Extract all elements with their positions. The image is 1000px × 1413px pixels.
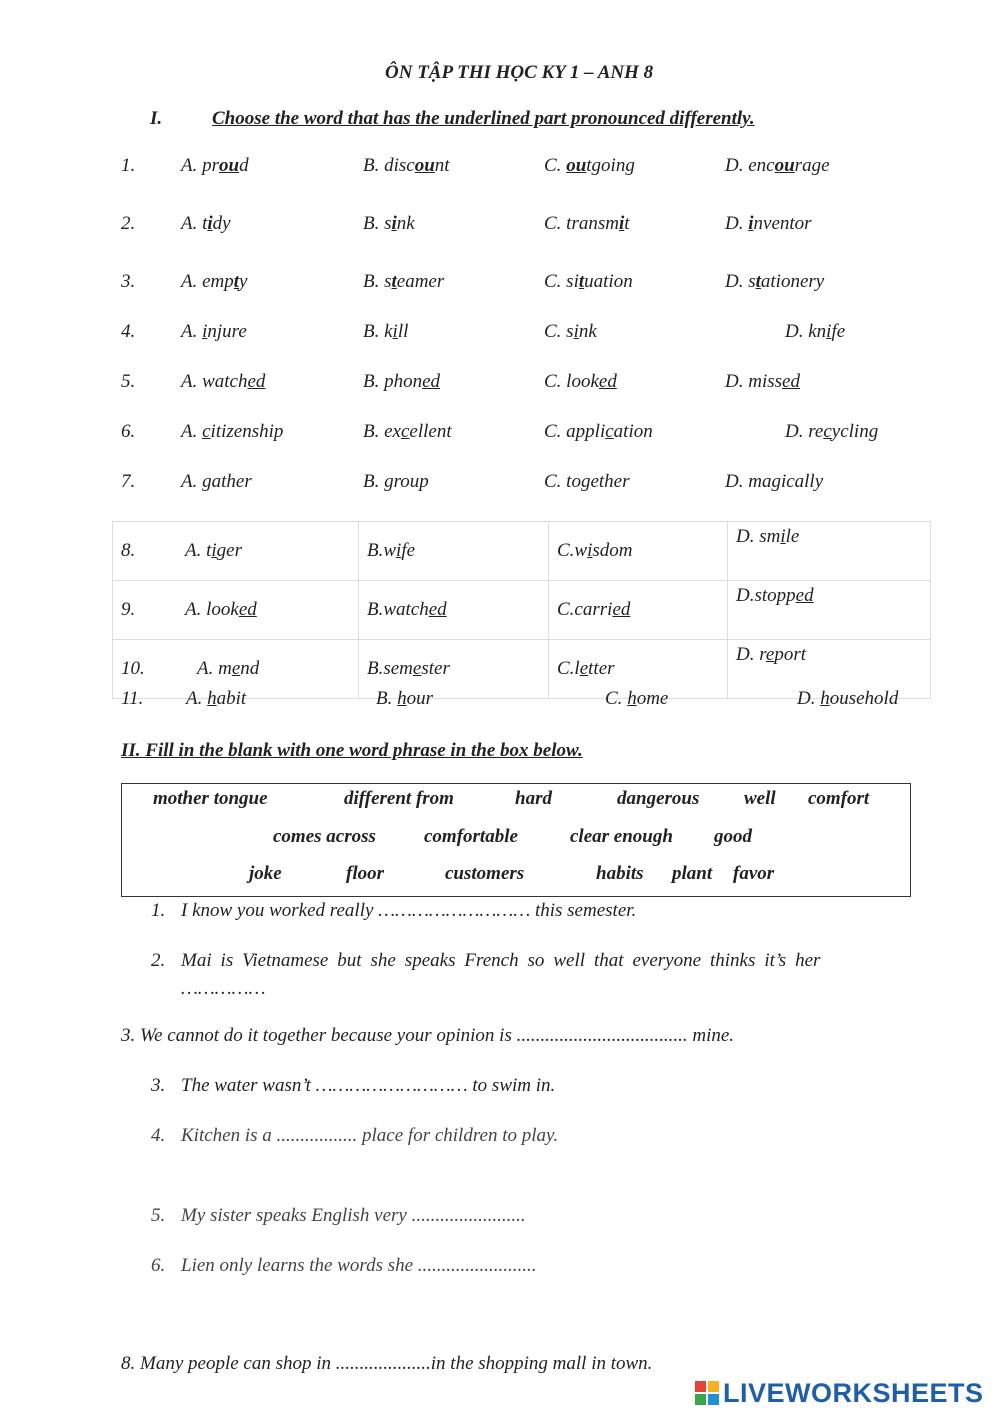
underlined-part: i: [391, 213, 397, 234]
liveworksheets-logo: [695, 1378, 984, 1408]
answer-option: [725, 155, 830, 177]
section1-number: I.: [150, 108, 163, 129]
word-box-item: comes across: [273, 826, 376, 847]
answer-option: [363, 271, 444, 293]
answer-option: [736, 644, 806, 665]
option-text: nt: [434, 155, 450, 176]
option-text: B.w: [367, 540, 397, 561]
question-number: 3.: [121, 271, 136, 292]
underlined-part: i: [573, 321, 579, 342]
option-text: C.carri: [557, 599, 613, 620]
answer-option: [544, 271, 633, 293]
underlined-part: c: [202, 421, 211, 442]
underlined-part: ed: [782, 371, 800, 392]
answer-option: [363, 421, 452, 443]
answer-option: [557, 658, 615, 679]
answer-option: [544, 321, 597, 343]
answer-option: [785, 421, 878, 443]
question-row: [121, 421, 921, 447]
option-text: B.watch: [367, 599, 429, 620]
option-text: ycling: [831, 421, 879, 442]
option-text: nk: [578, 321, 597, 342]
answer-option: [557, 540, 633, 561]
table-cell: [728, 522, 931, 581]
answer-option: [181, 213, 231, 235]
table-row: [113, 581, 931, 640]
answer-option: [725, 213, 812, 235]
underlined-part: ed: [795, 585, 814, 606]
question-row: [121, 471, 921, 497]
answer-option: [363, 155, 450, 177]
answer-option: [785, 321, 845, 343]
table-cell: [113, 522, 359, 581]
underlined-part: i: [202, 321, 208, 342]
answer-option: [181, 471, 252, 493]
answer-option: [181, 421, 283, 443]
word-box-item: hard: [515, 788, 552, 809]
option-text: D. re: [785, 421, 824, 442]
option-text: eamer: [396, 271, 445, 292]
underlined-part: i: [392, 321, 398, 342]
answer-option: [197, 658, 259, 679]
option-text: D. r: [736, 644, 766, 665]
answer-option: [557, 599, 630, 620]
option-text: A. t: [185, 540, 212, 561]
option-text: fe: [401, 540, 416, 561]
word-box-item: different from: [344, 788, 454, 809]
option-text: C. appli: [544, 421, 606, 442]
question-number: 10.: [121, 658, 145, 679]
answer-option: [725, 271, 824, 293]
option-text: D. kn: [785, 321, 827, 342]
underlined-part: i: [780, 526, 786, 547]
option-text: d: [239, 155, 249, 176]
answer-option: [363, 321, 408, 343]
option-text: nd: [240, 658, 260, 679]
fill-item-8: 8. Many people can shop in ....................in the shopping mall in town.: [121, 1353, 653, 1374]
question-row: [121, 155, 921, 181]
option-text: B. ex: [363, 421, 401, 442]
question-number: 1.: [121, 155, 136, 176]
answer-option: [797, 688, 898, 710]
option-text: njure: [207, 321, 247, 342]
underlined-part: e: [765, 644, 775, 665]
word-box-item: favor: [733, 863, 775, 884]
word-box-item: habits: [596, 863, 644, 884]
underlined-part: c: [400, 421, 410, 442]
question-number: 5.: [121, 371, 136, 392]
option-text: sdom: [592, 540, 633, 561]
option-text: A.: [186, 688, 208, 709]
option-text: ster: [421, 658, 450, 679]
answer-option: [736, 585, 814, 606]
underlined-part: ed: [247, 371, 266, 392]
option-text: dy: [212, 213, 231, 234]
option-text: B. disc: [363, 155, 415, 176]
option-text: C.w: [557, 540, 588, 561]
question-number: 4.: [121, 321, 136, 342]
option-text: nk: [396, 213, 415, 234]
option-text: ousehold: [829, 688, 899, 709]
option-text: A. emp: [181, 271, 234, 292]
answer-option: [181, 321, 247, 343]
option-text: C. look: [544, 371, 599, 392]
page-title: ÔN TẬP THI HỌC KY 1 – ANH 8: [385, 62, 654, 83]
section2-heading: II. Fill in the blank with one word phrase in the box below.: [121, 740, 583, 761]
question-number: 11.: [121, 688, 144, 709]
underlined-part: i: [748, 213, 754, 234]
underlined-part: ed: [238, 599, 257, 620]
option-text: A.: [181, 321, 203, 342]
answer-option: [544, 371, 617, 393]
answer-option: [376, 688, 433, 710]
answer-option: [185, 540, 242, 561]
logo-text: LIVEWORKSHEETS: [723, 1377, 984, 1408]
option-text: D. s: [725, 271, 756, 292]
answer-option: [367, 540, 415, 561]
answer-option: [185, 599, 257, 620]
word-box-item: joke: [249, 863, 282, 884]
underlined-part: t: [391, 271, 397, 292]
underlined-part: i: [587, 540, 593, 561]
answer-option: [544, 421, 653, 443]
answer-option: [544, 213, 630, 235]
option-text: D. magically: [725, 471, 824, 492]
answer-option: [181, 155, 249, 177]
answer-option: [363, 471, 429, 493]
underlined-part: ed: [598, 371, 617, 392]
question-row-11: [121, 688, 941, 714]
table-cell: [549, 581, 728, 640]
underlined-part: i: [826, 321, 832, 342]
table-cell: [549, 522, 728, 581]
option-text: D. sm: [736, 526, 781, 547]
option-text: rage: [794, 155, 830, 176]
underlined-part: ou: [414, 155, 435, 176]
question-table: [112, 521, 931, 699]
underlined-part: h: [397, 688, 407, 709]
option-text: C. si: [544, 271, 579, 292]
option-text: tter: [588, 658, 615, 679]
option-text: le: [785, 526, 800, 547]
option-text: A. m: [197, 658, 232, 679]
answer-option: [186, 688, 246, 710]
question-row: [121, 213, 921, 239]
question-row: [121, 321, 921, 347]
option-text: ationery: [760, 271, 825, 292]
section1-heading: Choose the word that has the underlined part pronounced differently.: [212, 108, 755, 129]
option-text: B.: [376, 688, 398, 709]
question-row: [121, 271, 921, 297]
question-number: 9.: [121, 599, 136, 620]
table-cell: [728, 581, 931, 640]
option-text: ellent: [409, 421, 452, 442]
underlined-part: c: [823, 421, 832, 442]
option-text: D. miss: [725, 371, 783, 392]
underlined-part: t: [233, 271, 240, 292]
word-box-item: plant: [672, 863, 713, 884]
option-text: A.: [181, 421, 203, 442]
option-text: B. group: [363, 471, 429, 492]
underlined-part: i: [211, 540, 217, 561]
answer-option: [367, 599, 447, 620]
underlined-part: e: [231, 658, 241, 679]
question-number: 6.: [121, 421, 136, 442]
option-text: ll: [397, 321, 409, 342]
question-row: [121, 371, 921, 397]
word-box-item: customers: [445, 863, 525, 884]
liveworksheets-logo-icon: [695, 1381, 719, 1405]
option-text: t: [624, 213, 630, 234]
option-text: D.stopp: [736, 585, 796, 606]
option-text: A. pr: [181, 155, 219, 176]
option-text: fe: [831, 321, 846, 342]
word-box-item: well: [744, 788, 776, 809]
answer-option: [725, 471, 823, 493]
option-text: D.: [725, 213, 749, 234]
underlined-part: h: [207, 688, 217, 709]
option-text: B. k: [363, 321, 393, 342]
option-text: our: [406, 688, 434, 709]
option-text: ger: [216, 540, 242, 561]
underlined-part: ou: [774, 155, 795, 176]
option-text: A. look: [185, 599, 239, 620]
answer-option: [544, 471, 630, 493]
option-text: ome: [636, 688, 669, 709]
table-cell: [359, 522, 549, 581]
option-text: C.l: [557, 658, 580, 679]
table-cell: [359, 581, 549, 640]
underlined-part: ou: [219, 155, 240, 176]
question-number: 2.: [121, 213, 136, 234]
word-box-item: comfortable: [424, 826, 518, 847]
option-text: y: [239, 271, 248, 292]
underlined-part: ed: [428, 599, 447, 620]
option-text: D.: [797, 688, 821, 709]
option-text: port: [774, 644, 807, 665]
table-cell: [113, 581, 359, 640]
underlined-part: e: [579, 658, 589, 679]
option-text: B. phon: [363, 371, 423, 392]
answer-option: [363, 213, 415, 235]
option-text: tgoing: [586, 155, 635, 176]
option-text: B.sem: [367, 658, 413, 679]
question-number: 7.: [121, 471, 136, 492]
option-text: B. s: [363, 271, 392, 292]
answer-option: [181, 371, 265, 393]
word-box-item: clear enough: [570, 826, 673, 847]
option-text: abit: [216, 688, 247, 709]
underlined-part: h: [627, 688, 637, 709]
underlined-part: i: [396, 540, 402, 561]
option-text: C. transm: [544, 213, 619, 234]
word-box-item: mother tongue: [153, 788, 268, 809]
option-text: nventor: [753, 213, 812, 234]
answer-option: [544, 155, 635, 177]
underlined-part: t: [755, 271, 761, 292]
underlined-part: i: [618, 213, 625, 234]
table-row: [113, 522, 931, 581]
answer-option: [605, 688, 668, 710]
option-text: B. s: [363, 213, 392, 234]
answer-option: [725, 371, 800, 393]
underlined-part: i: [207, 213, 213, 234]
question-number: 8.: [121, 540, 136, 561]
underlined-part: c: [605, 421, 614, 442]
word-box-item: comfort: [808, 788, 870, 809]
option-text: uation: [584, 271, 633, 292]
answer-option: [736, 526, 799, 547]
answer-option: [367, 658, 450, 679]
underlined-part: ou: [566, 155, 587, 176]
option-text: A. watch: [181, 371, 248, 392]
option-text: C.: [544, 155, 567, 176]
answer-option: [363, 371, 440, 393]
word-box: [121, 783, 911, 897]
word-box-item: good: [714, 826, 752, 847]
option-text: C. s: [544, 321, 574, 342]
option-text: D. enc: [725, 155, 775, 176]
option-text: C. together: [544, 471, 630, 492]
underlined-part: ed: [422, 371, 441, 392]
option-text: A. gather: [181, 471, 252, 492]
underlined-part: ed: [612, 599, 631, 620]
underlined-part: t: [578, 271, 585, 292]
option-text: itizenship: [210, 421, 284, 442]
word-box-item: floor: [346, 863, 384, 884]
answer-option: [181, 271, 247, 293]
option-text: C.: [605, 688, 628, 709]
option-text: A. t: [181, 213, 208, 234]
underlined-part: e: [412, 658, 422, 679]
word-box-item: dangerous: [617, 788, 700, 809]
underlined-part: h: [820, 688, 830, 709]
fill-item-3a: 3. We cannot do it together because your opinion is .................................... mine.: [121, 1025, 735, 1046]
option-text: ation: [613, 421, 653, 442]
